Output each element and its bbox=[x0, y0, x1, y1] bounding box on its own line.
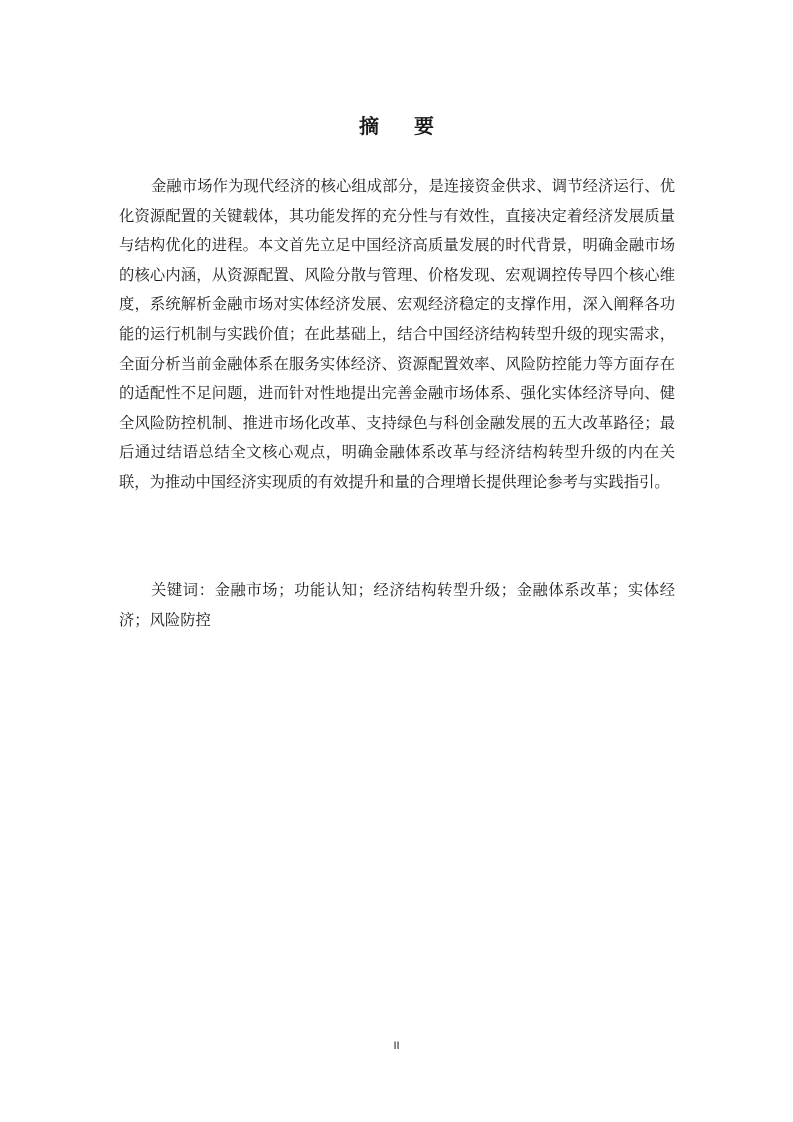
keywords-line: 关键词：金融市场；功能认知；经济结构转型升级；金融体系改革；实体经济；风险防控 bbox=[119, 581, 675, 629]
abstract-title: 摘 要 bbox=[359, 114, 448, 138]
abstract-body: 金融市场作为现代经济的核心组成部分，是连接资金供求、调节经济运行、优化资源配置的关键载体，其功能发挥的充分性与有效性，直接决定着经济发展质量与结构优化的进程。本文首先立足中国经济高质量发展的时代背景，明确金融市场的核心内涵，从资源配置、风险分散与管理、价格发现、宏观调控传导四个核心维度，系统解析金融市场对实体经济发展、宏观经济稳定的支撑作用，深入阐释各功能的运行机制与实践价值；在此基础上，结合中国经济结构转型升级的现实需求，全面分析当前金融体系在服务实体经济、资源配置效率、风险防控能力等方面存在的适配性不足问题，进而针对性地提出完善金融市场体系、强化实体经济导向、健全风险防控机制、推进市场化改革、支持绿色与科创金融发展的五大改革路径；最后通过结语总结全文核心观点，明确金融体系改革与经济结构转型升级的内在关联，为推动中国经济实现质的有效提升和量的合理增长提供理论参考与实践指引。 bbox=[119, 177, 675, 491]
page-number: II bbox=[393, 1040, 400, 1052]
